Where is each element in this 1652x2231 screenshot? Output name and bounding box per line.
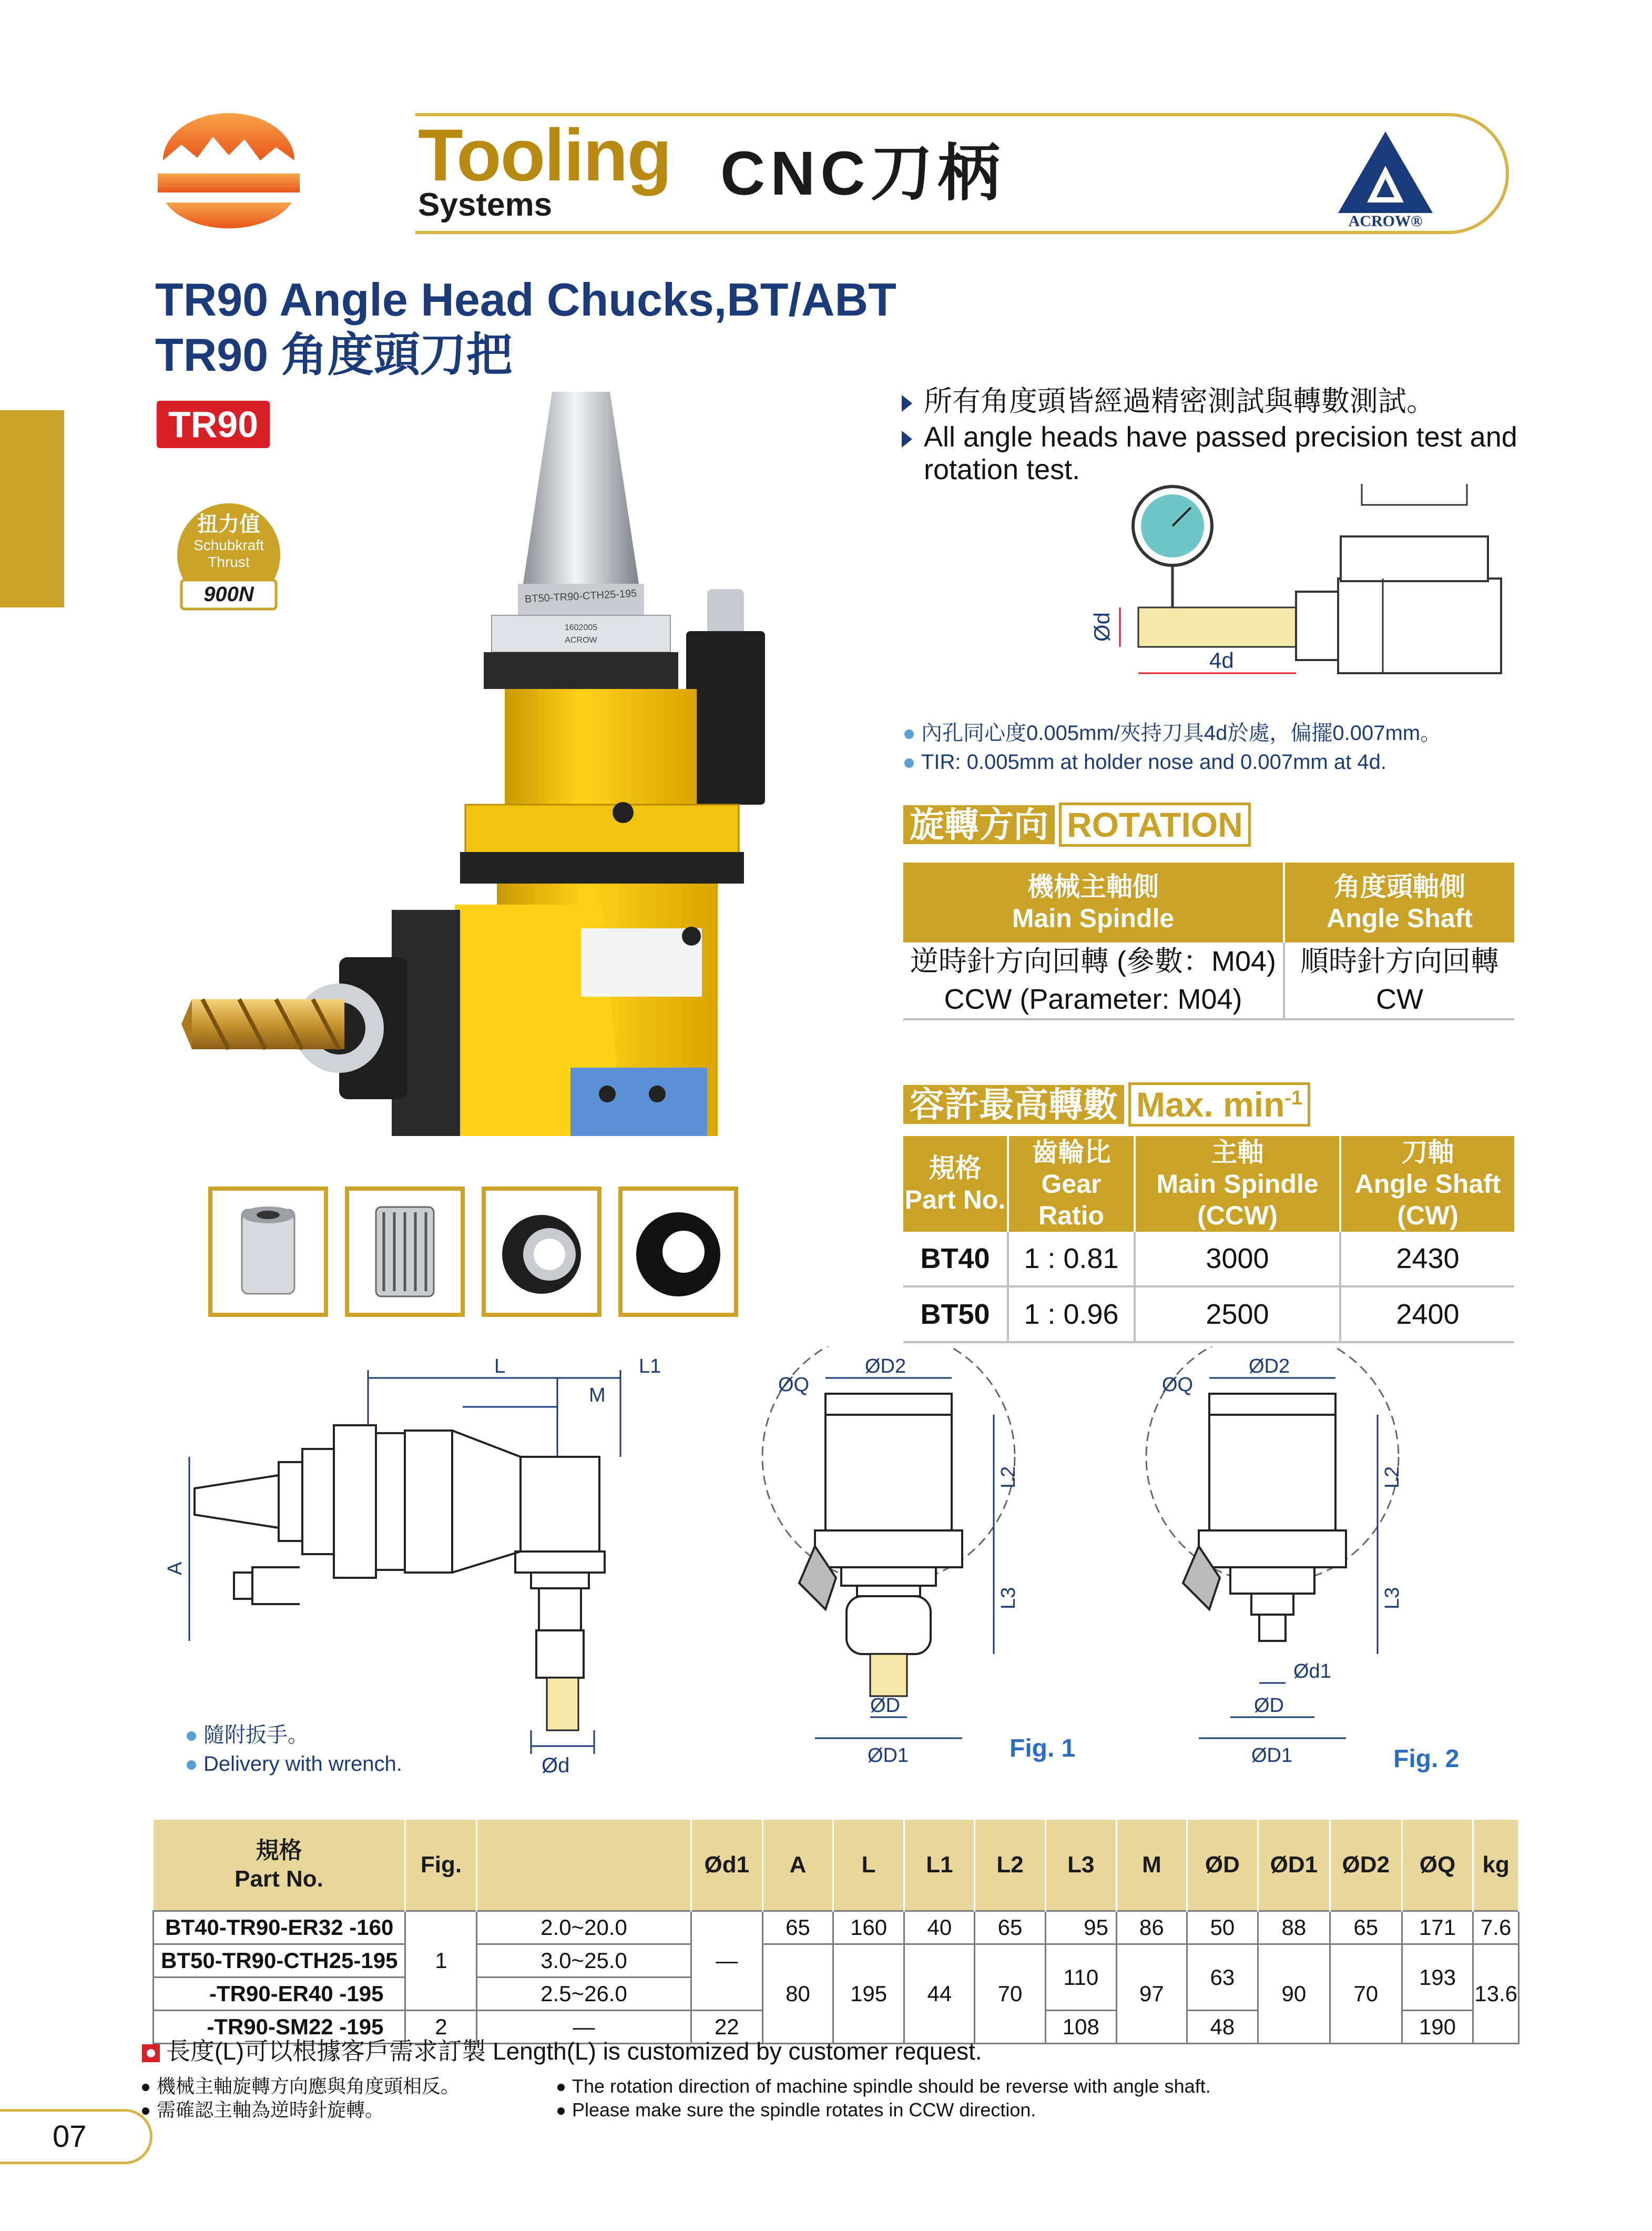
- bullet-dot-icon: [904, 758, 914, 768]
- category-title: CNC刀柄: [720, 139, 1005, 208]
- wrench-note-cn: 隨附扳手。: [187, 1722, 309, 1748]
- acrow-logo-text: ACROW®: [1348, 212, 1423, 229]
- fig2-dim-d1: Ød1: [1293, 1660, 1331, 1682]
- rotation-heading: 旋轉方向 ROTATION: [903, 804, 1251, 846]
- technical-drawings: [152, 1346, 1520, 1799]
- spec-col-range: [477, 1820, 691, 1911]
- spec-col-part: 規格 Part No.: [154, 1820, 405, 1911]
- intro-cn: 所有角度頭皆經過精密測試與轉數測試。: [902, 384, 1435, 419]
- product-title-cn: TR90 角度頭刀把: [155, 329, 513, 381]
- spec-col-Q: ØQ: [1402, 1820, 1473, 1911]
- note-square-icon: [142, 2044, 160, 2062]
- fig1-dim-D: ØD: [870, 1695, 900, 1717]
- speed-col-main: 主軸 Main Spindle (CCW): [1135, 1136, 1340, 1232]
- speed-col-part: 規格 Part No.: [903, 1136, 1008, 1232]
- bullet-dot-icon: [187, 1731, 196, 1741]
- page-number: 07: [0, 2109, 152, 2164]
- rotation-col-main: 機械主軸側 Main Spindle: [903, 863, 1284, 942]
- spec-col-L3: L3: [1045, 1820, 1116, 1911]
- bullet-arrow-icon: [902, 395, 912, 412]
- spec-col-L1: L1: [904, 1820, 975, 1911]
- fig1-dim-D1: ØD1: [868, 1745, 909, 1767]
- rotation-table: [903, 863, 1514, 1020]
- fig1-dim-L2: L2: [997, 1466, 1019, 1488]
- bullet-dot-icon: [557, 2107, 565, 2115]
- chapter-tab: [0, 410, 64, 607]
- note-en-1: The rotation direction of machine spindle should be reverse with angle shaft.: [557, 2075, 1211, 2098]
- spec-col-fig: Fig.: [405, 1820, 477, 1911]
- dim-M: M: [589, 1384, 606, 1406]
- dim-A: A: [164, 1561, 186, 1575]
- model-badge: TR90: [157, 401, 270, 448]
- torque-label-en: Thrust: [208, 554, 250, 570]
- rotation-col-angle: 角度頭軸側 Angle Shaft: [1284, 863, 1514, 942]
- shank-logo: ACROW: [565, 636, 597, 645]
- fig2-dim-Q: ØQ: [1162, 1374, 1194, 1396]
- torque-label-cn: 扭力值: [197, 513, 260, 536]
- fig1-dim-Q: ØQ: [778, 1374, 810, 1396]
- table-row: BT40-TR90-ER32 -160 1 2.0~20.0 — 65 160 40 65 95 86 50 88 65 171 7.6: [154, 1911, 1519, 1944]
- intro-en: All angle heads have passed precision test and rotation test.: [902, 421, 1517, 486]
- tir-note-cn: 內孔同心度0.005mm/夾持刀具4d於處，偏擺0.007mm。: [904, 721, 1441, 746]
- brand-tooling: Tooling: [418, 114, 671, 196]
- bullet-arrow-icon: [902, 431, 912, 448]
- note-cn-2: 需確認主軸為逆時針旋轉。: [142, 2098, 384, 2122]
- spec-col-kg: kg: [1473, 1820, 1519, 1911]
- dim-4d-label: 4d: [1209, 648, 1234, 673]
- table-row: BT50 1 : 0.96 2500 2400: [903, 1286, 1514, 1342]
- spec-col-d1: Ød1: [691, 1820, 763, 1911]
- specification-table: [152, 1820, 1520, 2044]
- rotation-main-cn: 逆時針方向回轉 (參數：M04): [903, 942, 1284, 980]
- fig1-caption: Fig. 1: [1009, 1735, 1076, 1762]
- spec-col-D2: ØD2: [1330, 1820, 1402, 1911]
- tir-note-en: TIR: 0.005mm at holder nose and 0.007mm at 4d.: [904, 749, 1386, 775]
- rotation-angle-cn: 順時針方向回轉: [1300, 946, 1499, 977]
- note-en-2: Please make sure the spindle rotates in CCW direction.: [557, 2098, 1036, 2122]
- dim-d-label: Ød: [1089, 612, 1114, 642]
- precision-test-diagram: [1067, 484, 1509, 705]
- table-row: BT40 1 : 0.81 3000 2430: [903, 1232, 1514, 1286]
- accessory-images: [208, 1186, 744, 1317]
- length-note: 長度(L)可以根據客戶需求訂製 Length(L) is customized by customer request.: [142, 2036, 982, 2066]
- bullet-dot-icon: [557, 2084, 565, 2091]
- bullet-dot-icon: [904, 729, 914, 739]
- fig2-dim-L3: L3: [1381, 1587, 1403, 1609]
- speed-col-ratio: 齒輪比 Gear Ratio: [1008, 1136, 1135, 1232]
- spec-col-D1: ØD1: [1258, 1820, 1330, 1911]
- spec-col-A: A: [763, 1820, 833, 1911]
- fig1-dim-D2: ØD2: [865, 1355, 906, 1377]
- rotation-main-en: CCW (Parameter: M04): [903, 980, 1284, 1019]
- angle-head-product-image: [181, 379, 849, 1178]
- spec-col-M: M: [1117, 1820, 1187, 1911]
- wrench-note-en: Delivery with wrench.: [187, 1751, 402, 1777]
- max-speed-heading: 容許最高轉數 Max. $\min^{-1}$: [903, 1077, 1310, 1125]
- spec-col-L2: L2: [975, 1820, 1045, 1911]
- shank-marking: BT50-TR90-CTH25-195: [524, 587, 637, 605]
- dim-d: Ød: [542, 1754, 570, 1777]
- dim-L1: L1: [639, 1355, 661, 1377]
- fig2-dim-D2: ØD2: [1249, 1355, 1290, 1377]
- max-speed-table: [903, 1136, 1514, 1343]
- fig1-dim-L3: L3: [997, 1587, 1019, 1609]
- table-row: -TR90-ER40 -195 2.5~26.0: [154, 1978, 1519, 2011]
- torque-value: 900N: [203, 583, 254, 606]
- product-title-en: TR90 Angle Head Chucks,BT/ABT: [155, 273, 896, 326]
- spec-col-L: L: [833, 1820, 904, 1911]
- fig2-dim-D: ØD: [1254, 1695, 1284, 1717]
- table-row: BT50-TR90-CTH25-195 3.0~25.0 80 195 44 70 110 97 63 90 70 193 13.6: [154, 1944, 1519, 1978]
- table-row: -TR90-SM22 -195 2 — 22 108 48 190: [154, 2011, 1519, 2044]
- dim-L: L: [494, 1355, 506, 1377]
- bullet-dot-icon: [142, 2084, 149, 2091]
- fig2-dim-L2: L2: [1381, 1466, 1403, 1488]
- fig2-caption: Fig. 2: [1393, 1745, 1460, 1773]
- bullet-dot-icon: [187, 1760, 196, 1770]
- fig2-dim-D1: ØD1: [1251, 1745, 1293, 1767]
- speed-col-shaft: 刀軸 Angle Shaft (CW): [1340, 1136, 1514, 1232]
- acrow-logo: [1335, 129, 1435, 229]
- brand-systems: Systems: [418, 187, 553, 223]
- spec-col-D: ØD: [1187, 1820, 1258, 1911]
- shank-serial: 1602005: [564, 623, 598, 632]
- torque-label-de: Schubkraft: [193, 537, 264, 553]
- bullet-dot-icon: [142, 2107, 149, 2115]
- rotation-angle-en: CW: [1284, 980, 1514, 1019]
- note-cn-1: 機械主軸旋轉方向應與角度頭相反。: [142, 2075, 460, 2098]
- brand-mountain-logo: [158, 110, 300, 242]
